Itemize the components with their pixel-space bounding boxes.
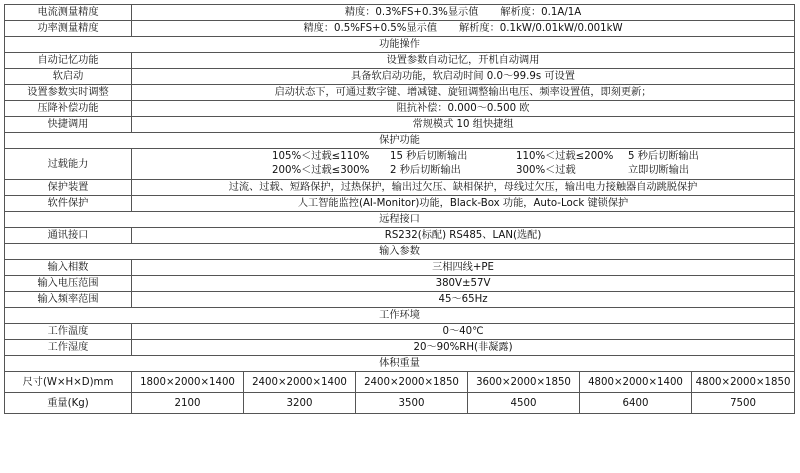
spec-row bbox=[5, 101, 795, 117]
spec-label: 输入相数 bbox=[5, 260, 132, 276]
overload-range: 105%＜过载≤110% bbox=[272, 151, 370, 162]
dimension-value: 1800×2000×1400 bbox=[132, 372, 244, 393]
spec-value bbox=[132, 21, 795, 37]
section-header bbox=[5, 308, 795, 324]
resolution-text: 解析度：0.1kW/0.01kW/0.001kW bbox=[459, 23, 623, 34]
weight-value: 7500 bbox=[692, 393, 795, 414]
spec-value: 人工智能监控(AI-Monitor)功能，Black-Box 功能，Auto-Lock 键锁保护 bbox=[132, 196, 795, 212]
spec-label: 软启动 bbox=[5, 69, 132, 85]
overload-action: 15 秒后切断输出 bbox=[390, 151, 468, 162]
section-title: 功能操作 bbox=[5, 37, 795, 53]
spec-row bbox=[5, 69, 795, 85]
dimensions-label: 尺寸(W×H×D)mm bbox=[5, 372, 132, 393]
spec-row bbox=[5, 53, 795, 69]
spec-row bbox=[5, 260, 795, 276]
overload-range: 200%＜过载≤300% bbox=[272, 165, 370, 176]
section-title: 输入参数 bbox=[5, 244, 795, 260]
dimension-value: 4800×2000×1850 bbox=[692, 372, 795, 393]
overload-action: 5 秒后切断输出 bbox=[628, 151, 699, 162]
weight-label: 重量(Kg) bbox=[5, 393, 132, 414]
section-header bbox=[5, 244, 795, 260]
overload-action: 立即切断输出 bbox=[628, 165, 690, 176]
weight-value: 3500 bbox=[356, 393, 468, 414]
dimension-value: 2400×2000×1400 bbox=[244, 372, 356, 393]
spec-table bbox=[4, 4, 795, 414]
overload-range: 300%＜过载 bbox=[516, 165, 576, 176]
spec-value: 常规模式 10 组快捷组 bbox=[132, 117, 795, 133]
spec-row bbox=[5, 228, 795, 244]
spec-label: 电流测量精度 bbox=[5, 5, 132, 21]
overload-range: 110%＜过载≤200% bbox=[516, 151, 614, 162]
spec-label: 输入电压范围 bbox=[5, 276, 132, 292]
spec-value: 启动状态下，可通过数字键、增减键、旋钮调整输出电压、频率设置值，即刻更新； bbox=[132, 85, 795, 101]
weight-row bbox=[5, 393, 795, 414]
spec-row bbox=[5, 292, 795, 308]
spec-row bbox=[5, 5, 795, 21]
weight-value: 2100 bbox=[132, 393, 244, 414]
spec-row bbox=[5, 85, 795, 101]
spec-label: 设置参数实时调整 bbox=[5, 85, 132, 101]
resolution-text: 解析度：0.1A/1A bbox=[500, 7, 582, 18]
spec-label: 工作温度 bbox=[5, 324, 132, 340]
spec-sheet bbox=[4, 4, 794, 414]
spec-value: 阻抗补偿：0.000～0.500 欧 bbox=[132, 101, 795, 117]
section-title: 保护功能 bbox=[5, 133, 795, 149]
dimension-value: 3600×2000×1850 bbox=[468, 372, 580, 393]
spec-label: 保护装置 bbox=[5, 180, 132, 196]
section-header bbox=[5, 212, 795, 228]
section-header bbox=[5, 37, 795, 53]
section-title: 工作环境 bbox=[5, 308, 795, 324]
spec-label: 通讯接口 bbox=[5, 228, 132, 244]
spec-label: 输入频率范围 bbox=[5, 292, 132, 308]
overload-action: 2 秒后切断输出 bbox=[390, 165, 461, 176]
spec-label: 软件保护 bbox=[5, 196, 132, 212]
section-header bbox=[5, 356, 795, 372]
spec-value bbox=[132, 5, 795, 21]
spec-value: 三相四线+PE bbox=[132, 260, 795, 276]
spec-value: 20～90%RH(非凝露) bbox=[132, 340, 795, 356]
spec-label: 自动记忆功能 bbox=[5, 53, 132, 69]
accuracy-text: 精度：0.3%FS+0.3%显示值 bbox=[344, 7, 479, 18]
spec-label: 工作湿度 bbox=[5, 340, 132, 356]
spec-value: 具备软启动功能，软启动时间 0.0～99.9s 可设置 bbox=[132, 69, 795, 85]
spec-label: 快捷调用 bbox=[5, 117, 132, 133]
weight-value: 6400 bbox=[580, 393, 692, 414]
spec-row-overload bbox=[5, 149, 795, 180]
spec-row bbox=[5, 117, 795, 133]
spec-row bbox=[5, 180, 795, 196]
section-header bbox=[5, 133, 795, 149]
spec-value: 380V±57V bbox=[132, 276, 795, 292]
spec-row bbox=[5, 21, 795, 37]
spec-label: 过载能力 bbox=[5, 149, 132, 180]
spec-row bbox=[5, 276, 795, 292]
spec-value: RS232(标配) RS485、LAN(选配) bbox=[132, 228, 795, 244]
weight-value: 4500 bbox=[468, 393, 580, 414]
spec-value: 设置参数自动记忆，开机自动调用 bbox=[132, 53, 795, 69]
spec-label: 压降补偿功能 bbox=[5, 101, 132, 117]
accuracy-text: 精度：0.5%FS+0.5%显示值 bbox=[303, 23, 438, 34]
spec-row bbox=[5, 196, 795, 212]
section-title: 体积重量 bbox=[5, 356, 795, 372]
spec-row bbox=[5, 324, 795, 340]
dimension-value: 4800×2000×1400 bbox=[580, 372, 692, 393]
section-title: 远程接口 bbox=[5, 212, 795, 228]
dimension-value: 2400×2000×1850 bbox=[356, 372, 468, 393]
spec-value: 45～65Hz bbox=[132, 292, 795, 308]
overload-grid bbox=[272, 150, 792, 178]
overload-grid-cell bbox=[132, 149, 795, 180]
spec-value: 过流、过载、短路保护，过热保护，输出过欠压、缺相保护，母线过欠压，输出电力接触器自动跳脱保护 bbox=[132, 180, 795, 196]
spec-value: 0～40℃ bbox=[132, 324, 795, 340]
spec-label: 功率测量精度 bbox=[5, 21, 132, 37]
weight-value: 3200 bbox=[244, 393, 356, 414]
dimensions-row bbox=[5, 372, 795, 393]
spec-row bbox=[5, 340, 795, 356]
